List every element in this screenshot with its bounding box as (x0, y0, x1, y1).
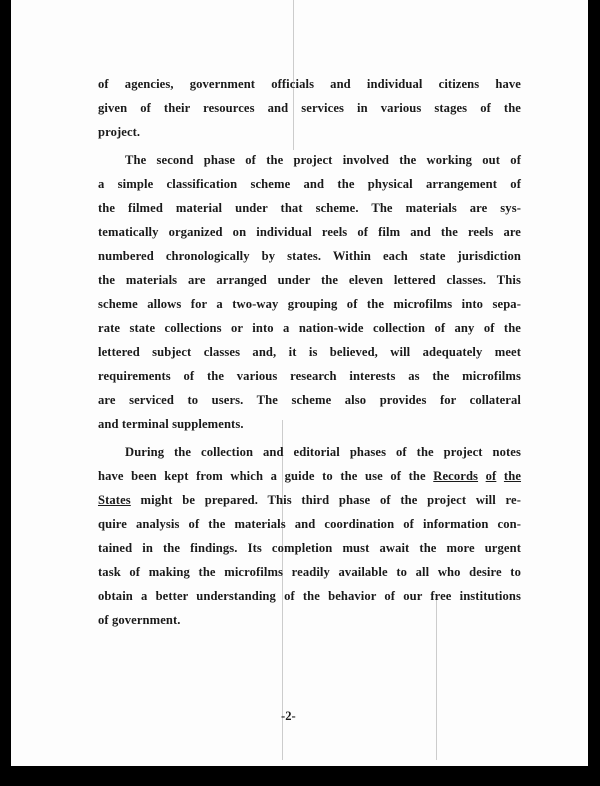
text-segment (496, 469, 504, 483)
text-segment: task of making the microfilms readily available to all who desire to (98, 565, 521, 579)
text-line (98, 344, 521, 360)
text-segment: The second phase of the project involved the working out of (125, 153, 521, 167)
text-segment: might be prepared. This third phase of the project will re- (130, 493, 521, 507)
text-segment: of government. (98, 613, 181, 627)
document-page (11, 0, 588, 766)
text-segment: obtain a better understanding of the behavior of our free institutions (98, 589, 521, 603)
text-line (98, 416, 521, 432)
text-line (98, 588, 521, 604)
underlined-title-text: Records (433, 469, 479, 483)
text-segment: project. (98, 125, 141, 139)
underlined-title-text: States (98, 493, 131, 507)
text-segment: requirements of the various research interests as the microfilms (98, 369, 521, 383)
text-segment: numbered chronologically by states. Within each state jurisdiction (98, 249, 521, 263)
text-line (98, 124, 521, 140)
text-segment: given of their resources and services in various stages of the (98, 101, 521, 115)
text-line (98, 100, 521, 116)
page-number: -2- (281, 709, 296, 723)
text-segment: quire analysis of the materials and coordination of information con- (98, 517, 521, 531)
text-line (98, 76, 521, 92)
text-line (98, 564, 521, 580)
text-segment: scheme allows for a two-way grouping of the microfilms into sepa- (98, 297, 521, 311)
text-line (98, 492, 521, 508)
text-line (98, 540, 521, 556)
text-line (125, 444, 521, 460)
text-segment: and terminal supplements. (98, 417, 244, 431)
text-segment: During the collection and editorial phases of the project notes (125, 445, 521, 459)
text-line (98, 224, 521, 240)
text-segment: the filmed material under that scheme. The materials are sys- (98, 201, 521, 215)
text-line (98, 392, 521, 408)
text-segment: a simple classification scheme and the physical arrangement of (98, 177, 521, 191)
text-segment: are serviced to users. The scheme also provides for collateral (98, 393, 521, 407)
text-segment: the materials are arranged under the eleven lettered classes. This (98, 273, 521, 287)
text-segment (478, 469, 486, 483)
text-line (98, 468, 521, 484)
text-segment: of agencies, government officials and individual citizens have (98, 77, 521, 91)
text-line (98, 248, 521, 264)
underlined-title-text: of (485, 469, 497, 483)
text-line (98, 296, 521, 312)
underlined-title-text: the (503, 469, 522, 483)
text-line (98, 200, 521, 216)
text-segment: rate state collections or into a nation-wide collection of any of the (98, 321, 521, 335)
text-line (125, 152, 521, 168)
text-segment: tematically organized on individual reels of film and the reels are (98, 225, 521, 239)
text-segment: have been kept from which a guide to the use of the (98, 469, 434, 483)
text-line (98, 516, 521, 532)
text-segment: tained in the findings. Its completion must await the more urgent (98, 541, 521, 555)
text-line (98, 272, 521, 288)
text-segment: lettered subject classes and, it is believed, will adequately meet (98, 345, 521, 359)
text-line (98, 612, 521, 628)
text-line (98, 320, 521, 336)
text-line (98, 176, 521, 192)
text-line (98, 368, 521, 384)
